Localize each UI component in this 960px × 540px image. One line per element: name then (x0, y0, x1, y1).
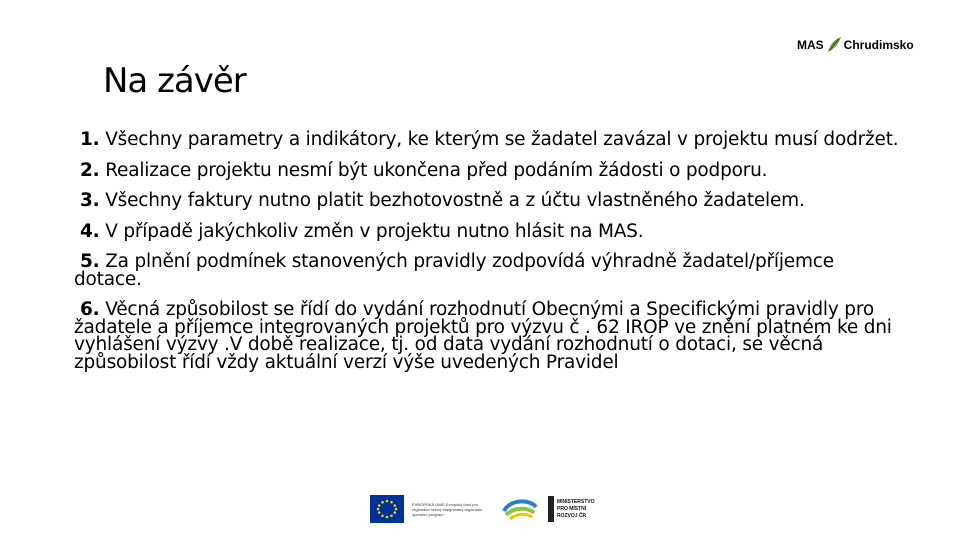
item-text: Věcná způsobilost se řídí do vydání rozhodnutí Obecnými a Specifickými pravidly pro žadatele a příjemce integrovaných projektů pro výzvu č . 62 IROP ve znění platném ke dni vyhlášení výzvy .V době realizace, tj. od data vydání rozhodnutí o dotaci, se věcná způsobilost řídí vždy aktuální verzí výše uvedených Pravidel (74, 299, 892, 373)
item-text: Za plnění podmínek stanovených pravidly zodpovídá výhradně žadatel/příjemce dotace. (74, 251, 834, 290)
ministry-mark-icon (548, 496, 554, 522)
logo-name: Chrudimsko (843, 38, 914, 52)
ministry-logo (548, 496, 609, 522)
item-number: 1. (80, 129, 100, 150)
item-number: 2. (80, 159, 100, 181)
ministry-line: PRO MÍSTNÍ (557, 505, 587, 512)
mas-logo (797, 35, 914, 55)
item-text: Realizace projektu nesmí být ukončena před podáním žádosti o podporu. (99, 159, 768, 181)
list-item (74, 220, 904, 242)
slide-title: Na závěr (103, 61, 246, 101)
list-item (74, 253, 904, 288)
item-text: Všechny parametry a indikátory, ke kterým se žadatel zavázal v projektu musí dodržet. (99, 129, 899, 150)
leaf-icon (826, 36, 842, 54)
irop-swirl-icon (500, 497, 540, 521)
item-number: 4. (80, 220, 100, 242)
item-number: 3. (80, 190, 100, 211)
eu-caption: EVROPSKÁ UNIE Evropský fond pro regionální rozvoj Integrovaný regionální operační program (412, 501, 483, 517)
eu-flag-icon (370, 495, 404, 523)
list-item (74, 301, 904, 371)
item-number: 6. (80, 299, 100, 320)
conclusion-list (74, 131, 904, 384)
list-item (74, 192, 904, 210)
item-text: Všechny faktury nutno platit bezhotovostně a z účtu vlastněného žadatelem. (99, 190, 805, 211)
logo-prefix: MAS (797, 38, 824, 52)
item-text: V případě jakýchkoliv změn v projektu nutno hlásit na MAS. (99, 220, 644, 242)
ministry-line: MINISTERSTVO (557, 498, 595, 505)
footer-logos (370, 494, 609, 524)
ministry-line: ROZVOJ ČR (557, 512, 587, 519)
list-item (74, 131, 904, 149)
item-number: 5. (80, 251, 100, 272)
list-item (74, 159, 904, 181)
